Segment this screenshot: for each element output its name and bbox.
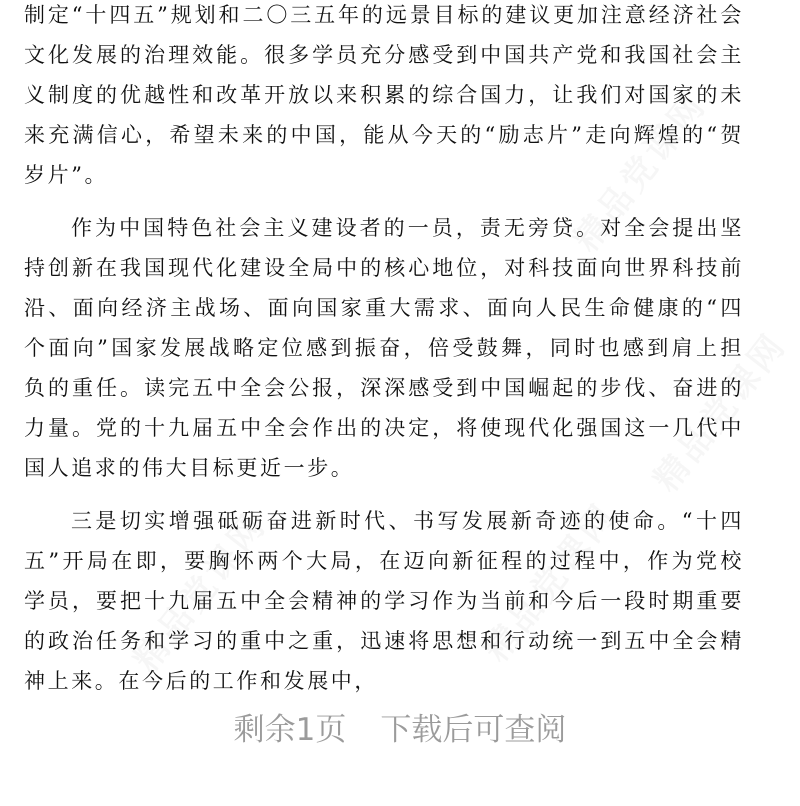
remaining-pages-label: 剩余1页: [233, 712, 347, 748]
document-page: [24, 0, 744, 701]
download-hint-label: 下载后可查阅: [380, 712, 567, 748]
paragraph-3: 三是切实增强砥砺奋进新时代、书写发展新奇迹的使命。“十四五”开局在即，要胸怀两个大局，在迈向新征程的过程中，作为党校学员，要把十九届五中全会精神的学习作为当前和今后一段时期重要的政治任务和学习的重中之重，迅速将思想和行动统一到五中全会精神上来。在今后的工作和发展中，: [24, 509, 744, 693]
paragraph-2: 作为中国特色社会主义建设者的一员，责无旁贷。对全会提出坚持创新在我国现代化建设全局中的核心地位，对科技面向世界科技前沿、面向经济主战场、面向国家重大需求、面向人民生命健康的“四个面向”国家发展战略定位感到振奋，倍受鼓舞，同时也感到肩上担负的重任。读完五中全会公报，深深感受到中国崛起的步伐、奋进的力量。党的十九届五中全会作出的决定，将使现代化强国这一几代中国人追求的伟大目标更近一步。: [24, 216, 744, 480]
paragraph-1: 制定“十四五”规划和二〇三五年的远景目标的建议更加注意经济社会文化发展的治理效能。很多学员充分感受到中国共产党和我国社会主义制度的优越性和改革开放以来积累的综合国力，让我们对国家的未来充满信心，希望未来的中国，能从今天的“励志片”走向辉煌的“贺岁片”。: [24, 3, 744, 187]
remaining-pages-notice: [0, 704, 800, 749]
